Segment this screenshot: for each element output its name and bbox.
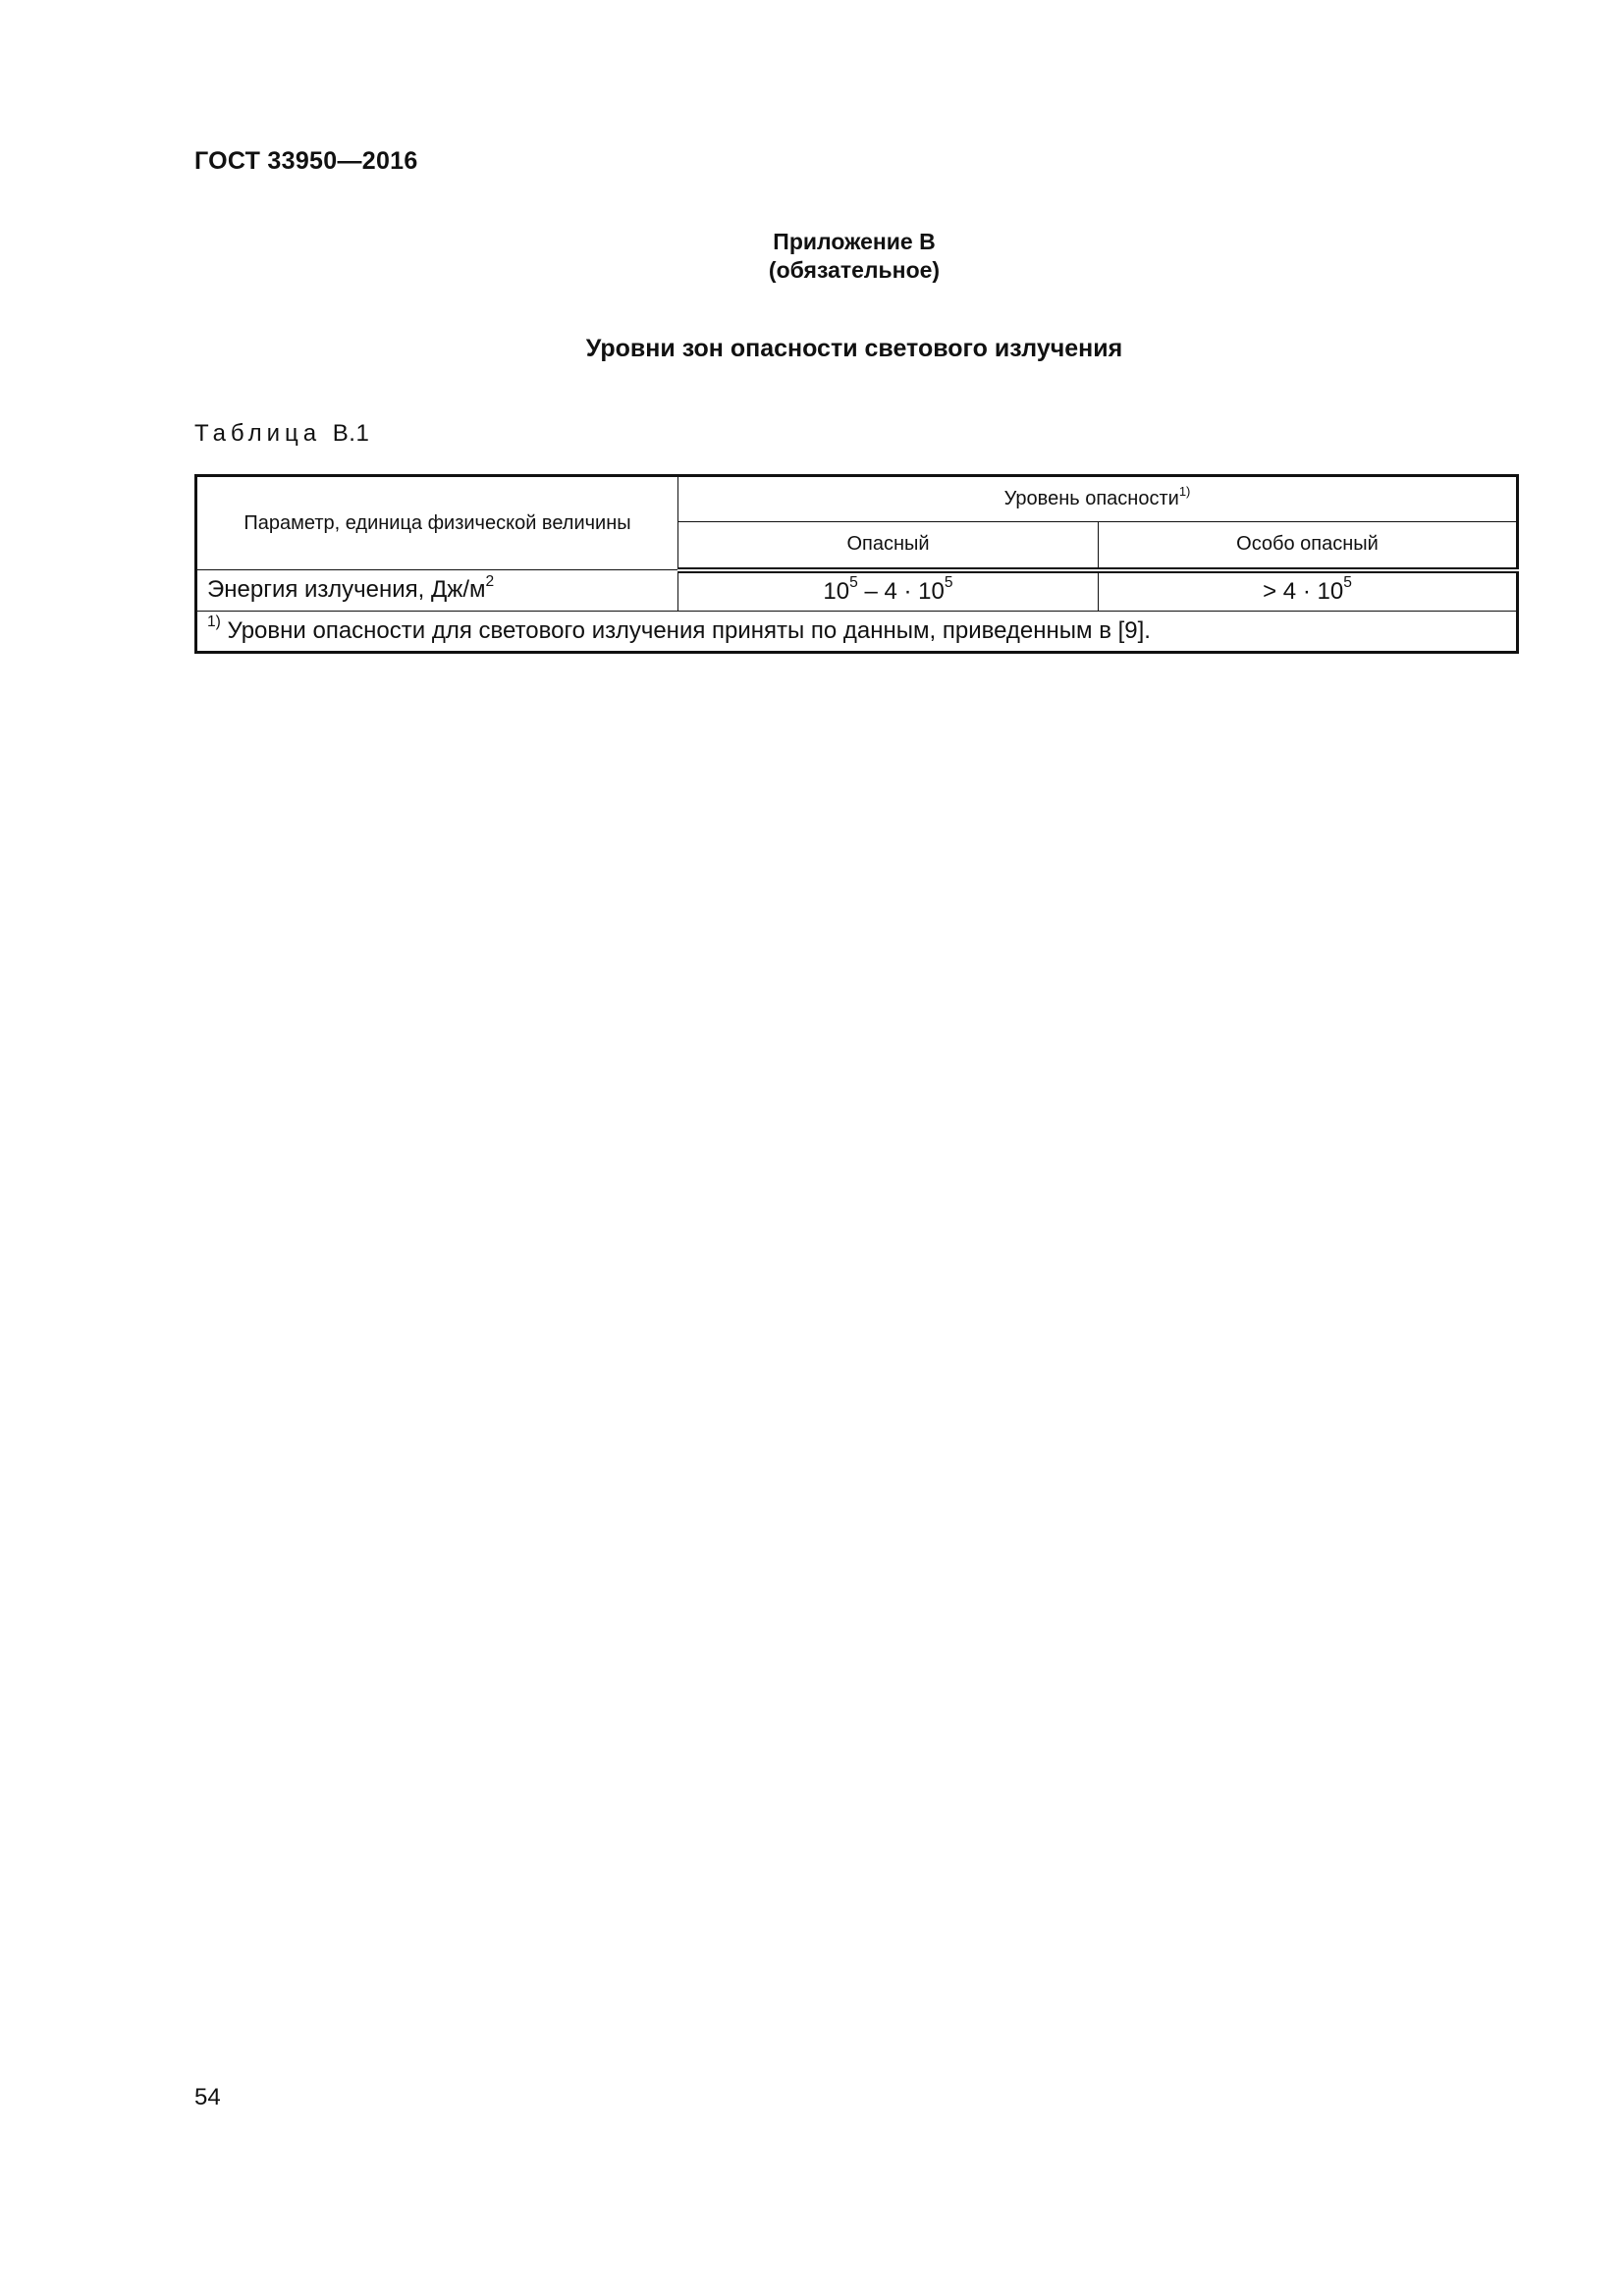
table-footnote <box>196 611 1518 652</box>
row-cell-dangerous: $10^5 - 4 \cdot 10^5$ <box>678 570 1099 612</box>
footnote-mark: 1) <box>207 614 221 631</box>
hazard-levels-table <box>194 474 1519 654</box>
header-cell-parameter: Параметр, единица физической величины <box>196 476 678 570</box>
header-cell-hazard-level <box>678 476 1518 522</box>
table-row <box>196 570 1518 612</box>
hazard-level-label: Уровень опасности <box>1003 488 1179 510</box>
table-header-row <box>196 476 1518 522</box>
table-footnote-row <box>196 611 1518 652</box>
appendix-status: (обязательное) <box>768 257 941 283</box>
appendix-title-block <box>0 228 1624 285</box>
hazard-level-footnote-mark: 1) <box>1178 483 1191 499</box>
row-cell-extremely-dangerous: > $4 \cdot 10^5$ <box>1099 570 1518 612</box>
subheader-cell-dangerous: Опасный <box>678 522 1099 570</box>
footnote-text: Уровни опасности для светового излучения приняты по данным, приведенным в [9]. <box>220 616 1151 644</box>
table-caption <box>194 420 369 448</box>
document-code: ГОСТ 33950—2016 <box>194 147 418 175</box>
table-caption-word: Таблица <box>194 420 322 447</box>
table-caption-number: В.1 <box>332 420 370 447</box>
page-number: 54 <box>194 2084 221 2110</box>
subheader-cell-extremely-dangerous: Особо опасный <box>1099 522 1518 570</box>
appendix-title: Приложение В <box>773 229 936 254</box>
row-cell-parameter: Энергия излучения, $Дж/м^2$ <box>196 570 678 612</box>
section-heading: Уровни зон опасности светового излучения <box>585 335 1123 362</box>
